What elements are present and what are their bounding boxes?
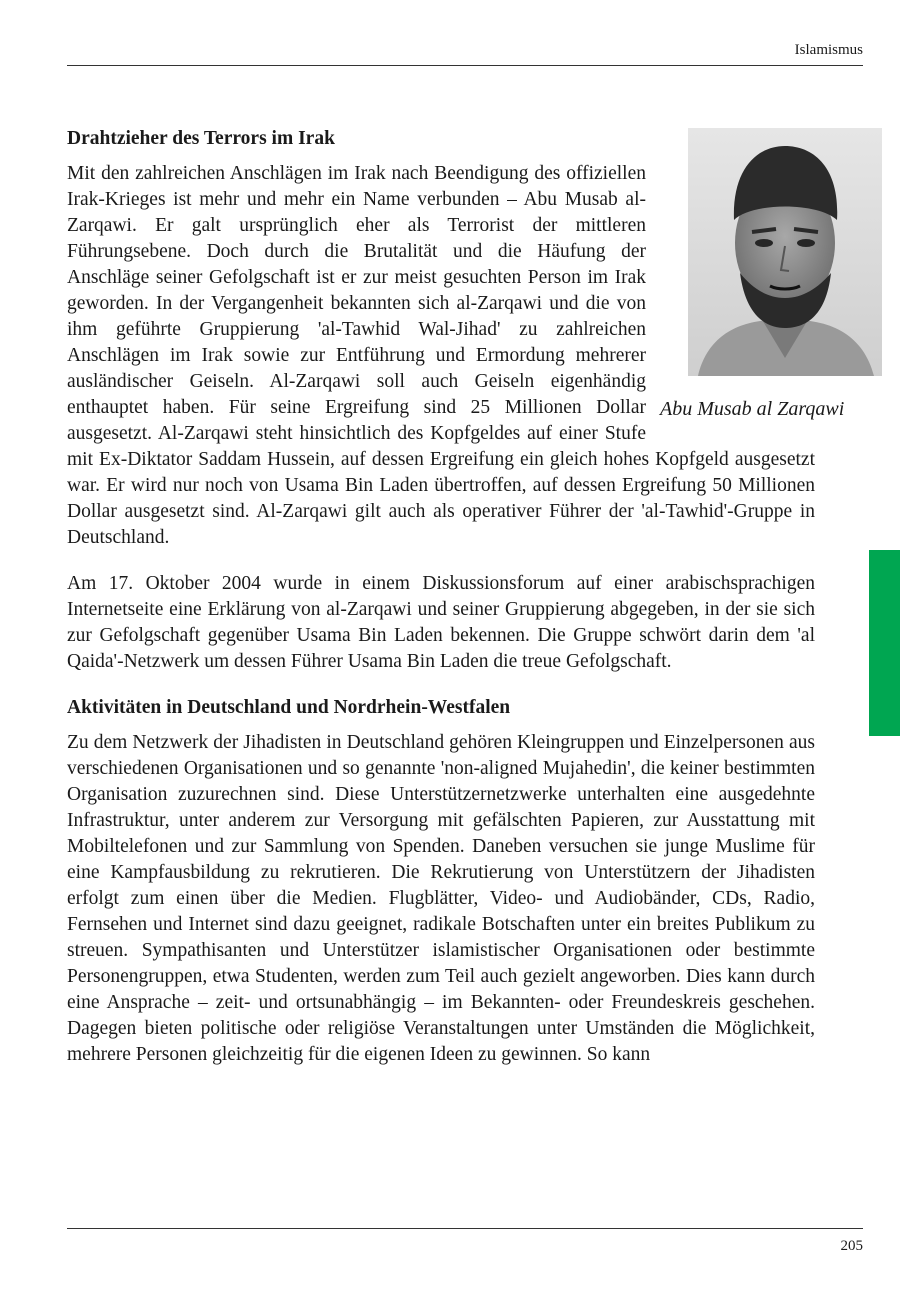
section-heading-aktivitaeten: Aktivitäten in Deutschland und Nordrhein-Westfalen — [67, 697, 511, 718]
paragraph-zarqawi: Mit den zahlreichen Anschlägen im Irak nach Beendigung des offiziellen Irak-Krieges ist mehr und mehr ein Name verbunden – Abu Musab al-Zarqawi. Er galt ursprünglich eher als Terrorist der mittleren Führungsebene. Doch durch die Brutalität und die Häufung der Anschläge seiner Gefolgschaft ist er zur meist gesuchten Person im Irak geworden. In der Vergangenheit bekannten sich al-Zarqawi und die von ihm geführte Gruppierung 'al-Tawhid Wal-Jihad' zu zahlreichen Anschlägen im Irak sowie zur Entführung und Ermordung mehrerer ausländischer Geiseln. Al-Zarqawi soll auch Geiseln eigenhändig enthauptet haben. Für seine Ergreifung sind 25 Millionen Dollar ausgesetzt. Al-Zarqawi steht hinsichtlich des Kopfgeldes auf einer Stufe mit Ex-Diktator Saddam Hussein, auf dessen Ergreifung ein gleich hohes Kopfgeld ausgesetzt war. Er wird nur noch von Usama Bin Laden übertroffen, auf dessen Ergreifung 50 Millionen Dollar ausgesetzt sind. Al-Zarqawi gilt auch als operativer Führer der 'al-Tawhid'-Gruppe in Deutschland. — [67, 163, 815, 548]
footer-rule — [67, 1228, 863, 1229]
paragraph-network: Zu dem Netzwerk der Jihadisten in Deutschland gehören Kleingruppen und Einzelpersonen aus verschiedenen Organisationen und so genannte 'non-aligned Mujahedin', die keiner bestimmten Organisation zuzurechnen sind. Diese Unterstützernetzwerke unterhalten eine ausgedehnte Infrastruktur, unter anderem zur Versorgung mit gefälschten Papieren, zur Ausstattung mit Mobiltelefonen und zur Sammlung von Spenden. Daneben versuchen sie junge Muslime für eine Kampfausbildung zu rekrutieren. Die Rekrutierung von Unterstützern der Jihadisten erfolgt zum einen über die Medien. Flugblätter, Video- und Audiobänder, CDs, Radio, Fernsehen und Internet sind dazu geeignet, radikale Botschaften unter ein breites Publikum zu streuen. Sympathisanten und Unterstützer islamistischer Organisationen oder bestimmte Personengruppen, etwa Studenten, werden zum Teil auch gezielt angeworben. Dies kann durch eine Ansprache – zeit- und ortsunabhängig – im Bekannten- oder Freundeskreis geschehen. Dagegen bieten politische oder religiöse Veranstaltungen unter Umständen die Möglichkeit, mehrere Personen gleichzeitig für die eigenen Ideen zu gewinnen. So kann — [67, 732, 815, 1065]
page-header-label: Islamismus — [794, 42, 863, 58]
paragraph-declaration: Am 17. Oktober 2004 wurde in einem Diskussionsforum auf einer arabischsprachigen Internetseite eine Erklärung von al-Zarqawi und seiner Gruppierung abgegeben, in der sie sich zur Gefolgschaft gegenüber Usama Bin Laden bekennen. Die Gruppe schwört darin dem 'al Qaida'-Netzwerk um dessen Führer Usama Bin Laden die treue Gefolgschaft. — [67, 573, 815, 672]
page-number: 205 — [840, 1238, 863, 1254]
section-color-tab — [869, 550, 900, 736]
article-body — [67, 126, 845, 1068]
portrait-figure — [660, 126, 882, 422]
portrait-photo — [688, 128, 882, 376]
header-rule — [67, 65, 863, 66]
portrait-caption: Abu Musab al Zarqawi — [660, 398, 845, 420]
section-heading-terror-irak: Drahtzieher des Terrors im Irak — [67, 128, 335, 149]
